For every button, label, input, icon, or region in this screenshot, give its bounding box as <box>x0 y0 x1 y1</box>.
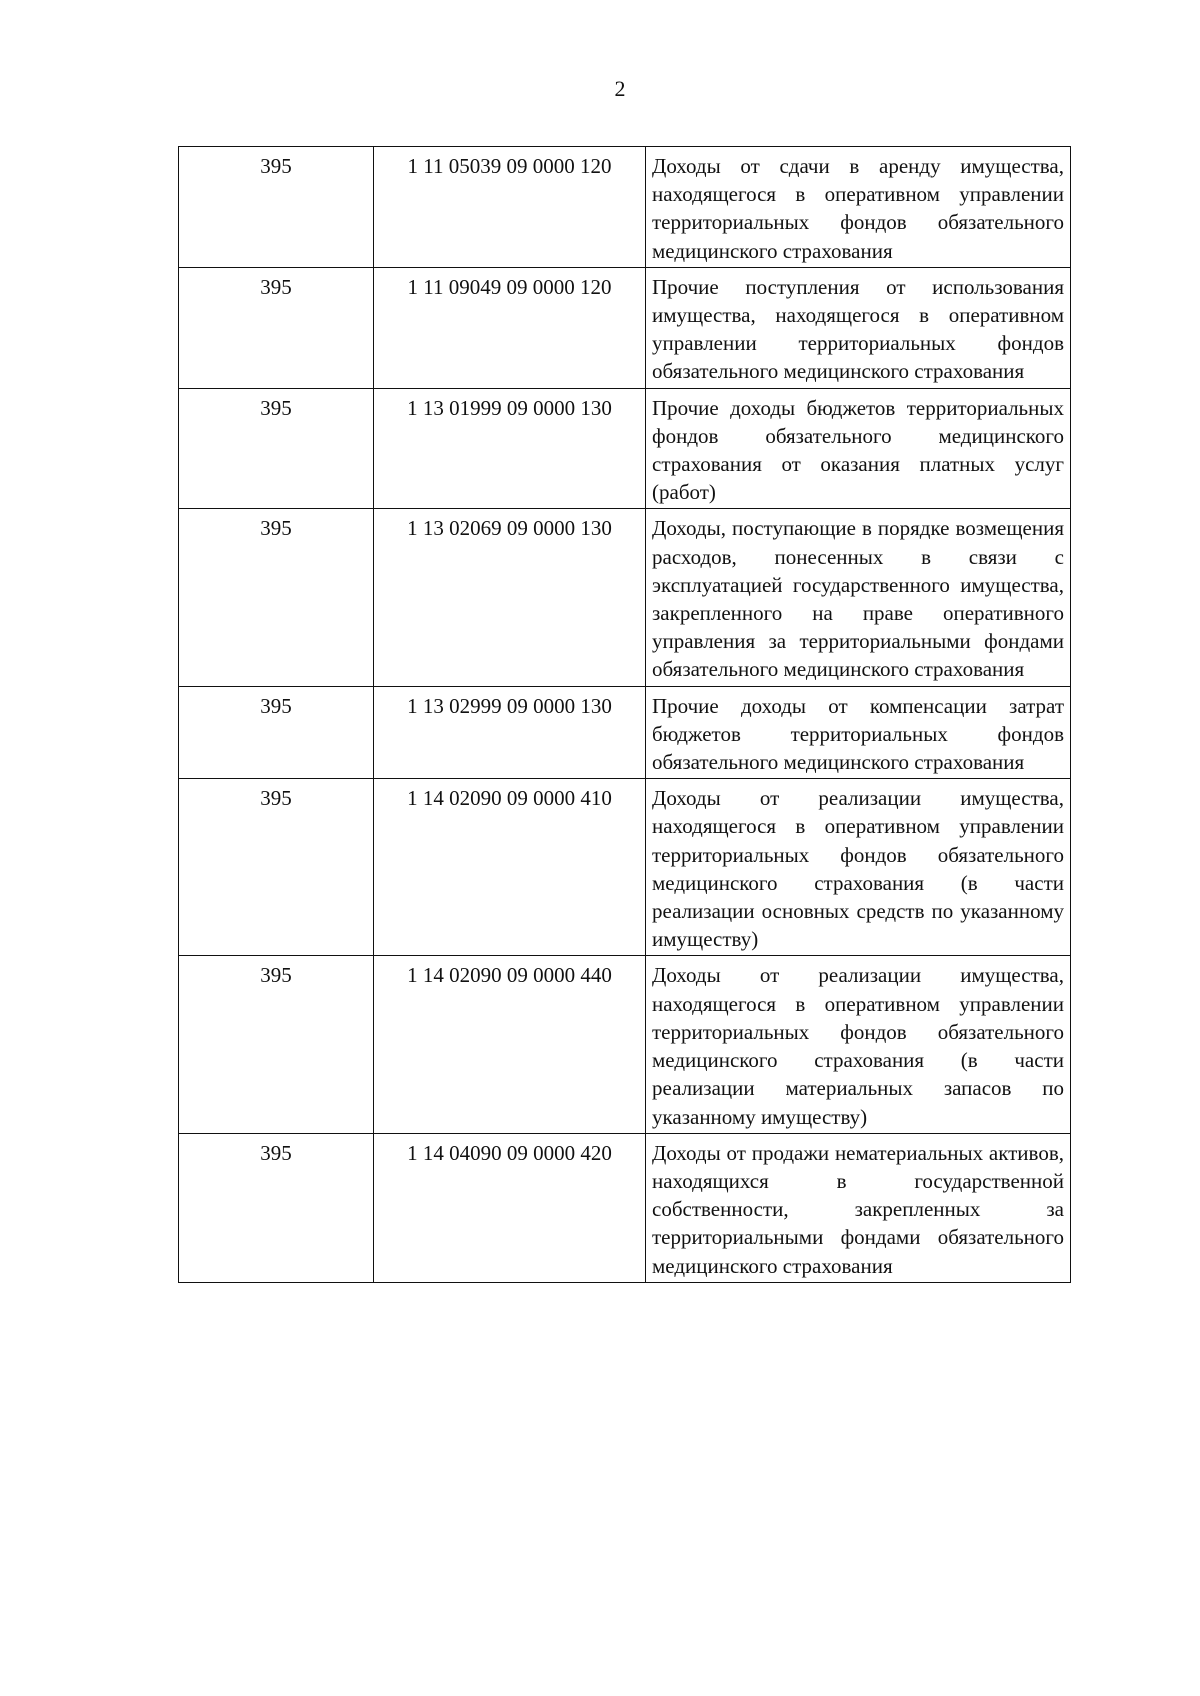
revenue-name-cell: Доходы, поступающие в порядке возмещения расходов, понесенных в связи с эксплуатацией государственного имущества, закрепленного на праве оперативного управления за территориальными фондами обязательного медицинского страхования <box>646 509 1071 686</box>
revenue-name-cell: Прочие поступления от использования имущества, находящегося в оперативном управлении территориальных фондов обязательного медицинского страхования <box>646 267 1071 388</box>
table-row <box>179 267 1071 388</box>
table-row <box>179 147 1071 268</box>
revenue-name-cell: Доходы от реализации имущества, находящегося в оперативном управлении территориальных фондов обязательного медицинского страхования (в части реализации материальных запасов по указанному имуществу) <box>646 956 1071 1133</box>
budget-code-cell: 1 13 02999 09 0000 130 <box>374 686 646 779</box>
budget-code-cell: 1 13 02069 09 0000 130 <box>374 509 646 686</box>
admin-code-cell: 395 <box>179 267 374 388</box>
admin-code-cell: 395 <box>179 509 374 686</box>
table-row <box>179 388 1071 509</box>
table-row <box>179 1133 1071 1282</box>
admin-code-cell: 395 <box>179 956 374 1133</box>
budget-code-cell: 1 14 04090 09 0000 420 <box>374 1133 646 1282</box>
admin-code-cell: 395 <box>179 147 374 268</box>
budget-code-cell: 1 11 09049 09 0000 120 <box>374 267 646 388</box>
budget-codes-table <box>178 146 1071 1283</box>
table-row <box>179 779 1071 956</box>
table-row <box>179 956 1071 1133</box>
admin-code-cell: 395 <box>179 388 374 509</box>
page-number: 2 <box>614 76 626 101</box>
revenue-name-cell: Доходы от продажи нематериальных активов, находящихся в государственной собственности, закрепленных за территориальными фондами обязательного медицинского страхования <box>646 1133 1071 1282</box>
revenue-name-cell: Доходы от сдачи в аренду имущества, находящегося в оперативном управлении территориальных фондов обязательного медицинского страхования <box>646 147 1071 268</box>
admin-code-cell: 395 <box>179 686 374 779</box>
budget-code-cell: 1 14 02090 09 0000 410 <box>374 779 646 956</box>
admin-code-cell: 395 <box>179 1133 374 1282</box>
table-row <box>179 686 1071 779</box>
revenue-name-cell: Прочие доходы бюджетов территориальных фондов обязательного медицинского страхования от оказания платных услуг (работ) <box>646 388 1071 509</box>
admin-code-cell: 395 <box>179 779 374 956</box>
table-body <box>179 147 1071 1283</box>
table-row <box>179 509 1071 686</box>
budget-code-cell: 1 11 05039 09 0000 120 <box>374 147 646 268</box>
budget-code-cell: 1 13 01999 09 0000 130 <box>374 388 646 509</box>
revenue-name-cell: Прочие доходы от компенсации затрат бюджетов территориальных фондов обязательного медицинского страхования <box>646 686 1071 779</box>
budget-code-cell: 1 14 02090 09 0000 440 <box>374 956 646 1133</box>
revenue-name-cell: Доходы от реализации имущества, находящегося в оперативном управлении территориальных фондов обязательного медицинского страхования (в части реализации основных средств по указанному имуществу) <box>646 779 1071 956</box>
